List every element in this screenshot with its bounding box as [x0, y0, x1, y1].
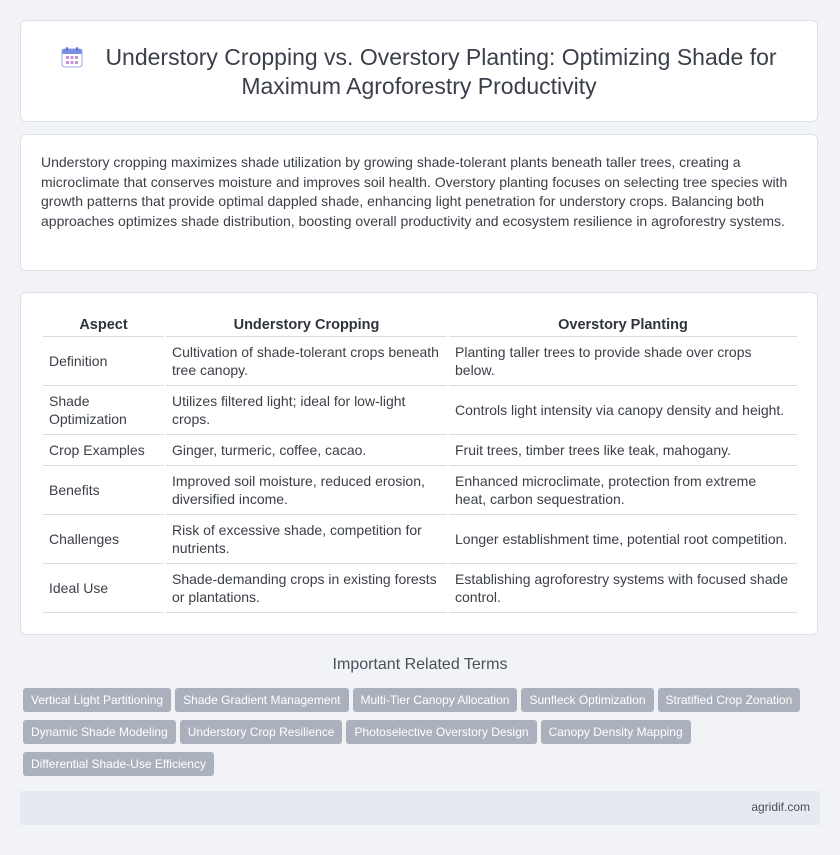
table-header-row: [43, 313, 797, 337]
calendar-icon: [61, 46, 83, 68]
row-overstory: Enhanced microclimate, protection from extreme heat, carbon sequestration.: [449, 466, 797, 515]
row-aspect: Crop Examples: [43, 435, 164, 466]
title-card: [20, 20, 818, 122]
footer-bar: [20, 791, 820, 825]
row-overstory: Controls light intensity via canopy density and height.: [449, 386, 797, 435]
row-overstory: Planting taller trees to provide shade over crops below.: [449, 337, 797, 386]
table-row: [43, 564, 797, 613]
row-aspect: Shade Optimization: [43, 386, 164, 435]
title-line-1: Understory Cropping vs. Overstory Planting: Optimizing Shade for: [105, 44, 777, 70]
term-tag[interactable]: Understory Crop Resilience: [180, 720, 343, 744]
term-tag[interactable]: Multi-Tier Canopy Allocation: [353, 688, 518, 712]
related-terms-list: [23, 688, 823, 784]
header-understory: Understory Cropping: [166, 313, 447, 337]
term-tag[interactable]: Differential Shade-Use Efficiency: [23, 752, 214, 776]
footer-site[interactable]: agridif.com: [751, 800, 810, 814]
table-row: [43, 435, 797, 466]
term-tag[interactable]: Sunfleck Optimization: [521, 688, 653, 712]
page-title: [21, 43, 817, 101]
term-tag[interactable]: Shade Gradient Management: [175, 688, 348, 712]
row-understory: Cultivation of shade-tolerant crops beneath tree canopy.: [166, 337, 447, 386]
row-understory: Shade-demanding crops in existing forests or plantations.: [166, 564, 447, 613]
intro-paragraph: Understory cropping maximizes shade utilization by growing shade-tolerant plants beneath taller trees, creating a microclimate that conserves moisture and improves soil health. Overstory planting focuses on selecting tree species with growth patterns that provide optimal dappled shade, enhancing light penetration for understory crops. Balancing both approaches optimizes shade distribution, boosting overall productivity and ecosystem resilience in agroforestry systems.: [41, 154, 788, 229]
row-overstory: Establishing agroforestry systems with focused shade control.: [449, 564, 797, 613]
related-terms-heading: Important Related Terms: [332, 656, 508, 673]
row-understory: Utilizes filtered light; ideal for low-light crops.: [166, 386, 447, 435]
intro-card: [20, 134, 818, 271]
term-tag[interactable]: Vertical Light Partitioning: [23, 688, 171, 712]
term-tag[interactable]: Dynamic Shade Modeling: [23, 720, 176, 744]
row-understory: Improved soil moisture, reduced erosion, diversified income.: [166, 466, 447, 515]
row-understory: Risk of excessive shade, competition for nutrients.: [166, 515, 447, 564]
table-row: [43, 515, 797, 564]
header-aspect: Aspect: [43, 313, 164, 337]
row-aspect: Ideal Use: [43, 564, 164, 613]
term-tag[interactable]: Canopy Density Mapping: [541, 720, 691, 744]
row-aspect: Benefits: [43, 466, 164, 515]
term-tag[interactable]: Photoselective Overstory Design: [346, 720, 536, 744]
row-overstory: Fruit trees, timber trees like teak, mahogany.: [449, 435, 797, 466]
table-row: [43, 337, 797, 386]
row-overstory: Longer establishment time, potential root competition.: [449, 515, 797, 564]
table-row: [43, 386, 797, 435]
table-row: [43, 466, 797, 515]
comparison-table: [43, 313, 797, 613]
row-aspect: Definition: [43, 337, 164, 386]
row-aspect: Challenges: [43, 515, 164, 564]
term-tag[interactable]: Stratified Crop Zonation: [658, 688, 801, 712]
row-understory: Ginger, turmeric, coffee, cacao.: [166, 435, 447, 466]
title-line-2: Maximum Agroforestry Productivity: [241, 73, 597, 99]
comparison-card: [20, 292, 818, 635]
header-overstory: Overstory Planting: [449, 313, 797, 337]
